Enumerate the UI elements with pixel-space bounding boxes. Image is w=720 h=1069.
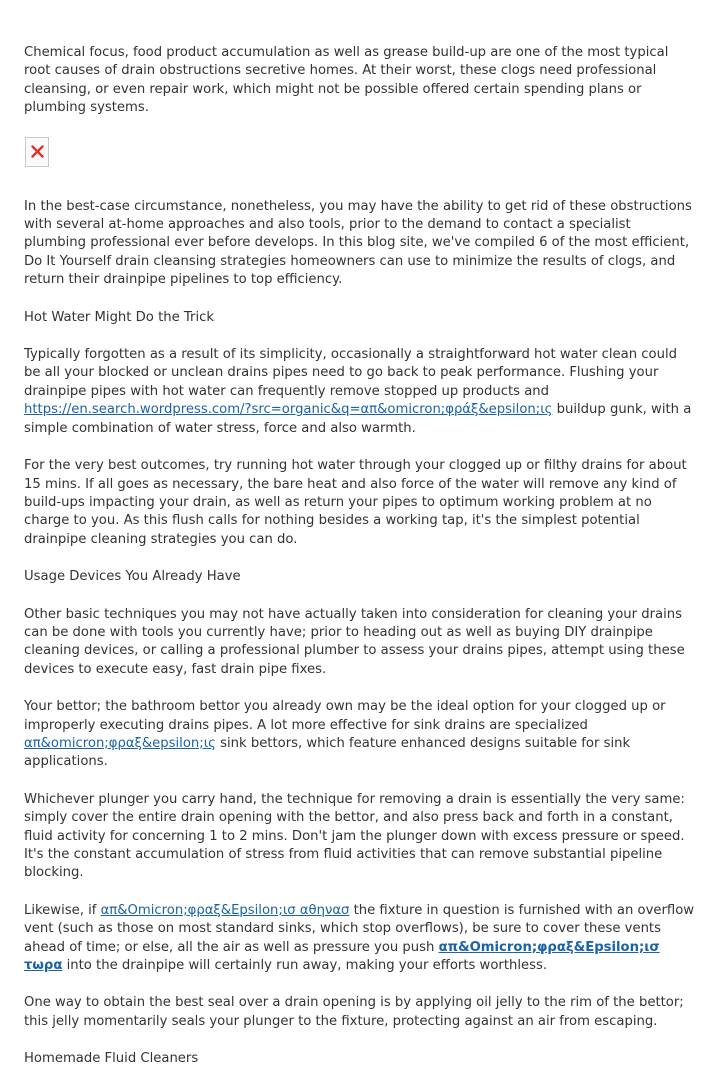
paragraph: For the very best outcomes, try running hot water through your clogged up or filthy drains for about 15 mins. If all goes as necessary, the bare heat and also force of the water will remove any kind of build-ups impacting your drain, as well as return your pipes to optimum working problem at no charge to you. As this flush calls for nothing besides a working tap, it's the simplest potential drainpipe cleaning strategies you can do.: [24, 458, 687, 547]
broken-image-icon: [31, 145, 44, 158]
inline-link[interactable]: απ&Omicron;φραξ&Epsilon;ισ αθηνασ: [100, 902, 350, 918]
paragraph: [24, 698, 696, 772]
section-heading: Hot Water Might Do the Trick: [24, 309, 214, 325]
paragraph-text: sink bettors, which feature enhanced designs suitable for sink applications.: [24, 735, 631, 770]
paragraph-text: Likewise, if: [24, 902, 101, 918]
inline-link-bold[interactable]: απ&Omicron;φραξ&Epsilon;ισ τωρα: [24, 939, 660, 974]
paragraph: Chemical focus, food product accumulation as well as grease build-up are one of the most typical root causes of drain obstructions secretive homes. At their worst, these clogs need professional cleansing, or even repair work, which might not be possible offered certain spending plans or plumbing systems.: [24, 45, 669, 116]
broken-image: [25, 137, 49, 167]
paragraph: One way to obtain the best seal over a drain opening is by applying oil jelly to the rim of the bettor; this jelly momentarily seals your plunger to the fixture, protecting against an air from escaping.: [24, 995, 684, 1029]
paragraph-text: into the drainpipe will certainly run away, making your efforts worthless.: [62, 958, 548, 974]
paragraph: In the best-case circumstance, nonetheless, you may have the ability to get rid of these obstructions with several at-home approaches and also tools, prior to the demand to contact a specialist plumbing professional ever before develops. In this blog site, we've compiled 6 of the most efficient, Do It Yourself drain cleansing strategies homeowners can use to minimize the results of clogs, and return their drainpipe pipelines to top efficiency.: [24, 198, 692, 288]
paragraph: Other basic techniques you may not have actually taken into consideration for cleaning your drains can be done with tools you currently have; prior to heading out as well as buying DIY drainpipe cleaning devices, or calling a professional plumber to assess your drains pipes, attempt using these devices to execute easy, fast drain pipe fixes.: [24, 606, 685, 677]
section-heading: Homemade Fluid Cleaners: [24, 1051, 199, 1067]
paragraph: [24, 346, 696, 438]
paragraph-text: Typically forgotten as a result of its simplicity, occasionally a straightforward hot water clean could be all your blocked or unclean drains pipes need to go back to peak performance. Flushing your drainpipe pipes with hot water can frequently remove stopped up products and: [24, 347, 677, 399]
section-heading: Usage Devices You Already Have: [24, 569, 241, 585]
paragraph: Whichever plunger you carry hand, the technique for removing a drain is essentially the very same: simply cover the entire drain opening with the bettor, and also press back and forth in a constant, fluid activity for concerning 1 to 2 mins. Don't jam the plunger down with excess pressure or speed. It's the constant accumulation of stress from fluid activities that can remove substantial pipeline blocking.: [24, 791, 685, 881]
paragraph: [24, 902, 696, 976]
paragraph-text: the fixture in question is furnished with an overflow vent (such as those on most standard sinks, which stop overflows), be sure to cover these vents ahead of time; or else, all the air as well as pressure you push: [24, 902, 695, 955]
paragraph-text: buildup gunk, with a simple combination of water stress, force and also warmth.: [24, 402, 692, 436]
inline-link[interactable]: απ&omicron;φραξ&epsilon;ις: [24, 735, 216, 751]
paragraph-text: Your bettor; the bathroom bettor you already own may be the ideal option for your clogged up or improperly executing drains pipes. A lot more effective for sink drains are specialized: [24, 699, 666, 733]
search-link[interactable]: https://en.search.wordpress.com/?src=organic&q=απ&omicron;φράξ&epsilon;ις: [24, 402, 553, 418]
